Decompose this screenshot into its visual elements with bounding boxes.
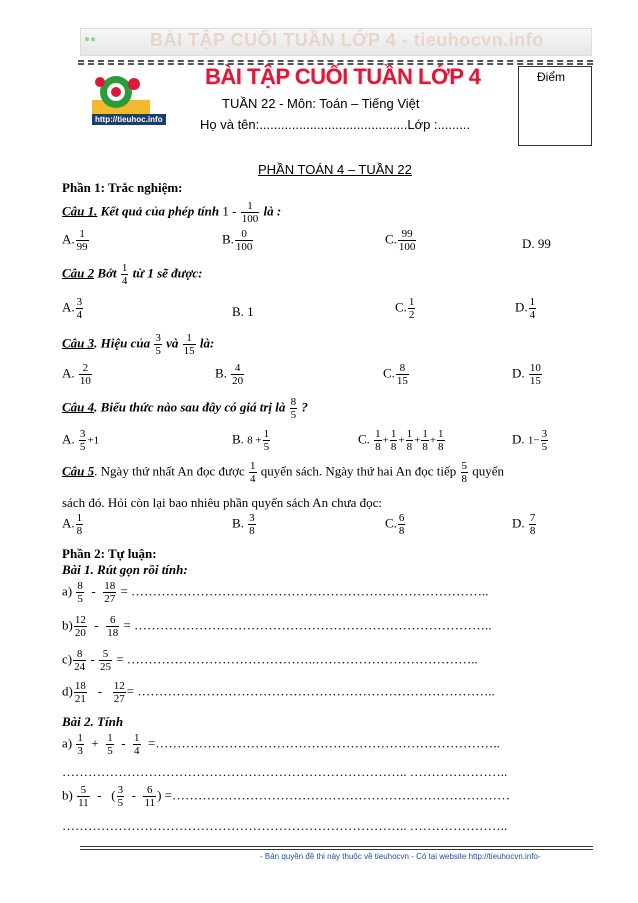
- footer-copyright: - Bản quyền đề thi này thuộc về tieuhocvn - Có tại website http://tieuhocvn.info-: [260, 852, 541, 861]
- q4-label: Câu 4: [62, 399, 95, 415]
- q3-label: Câu 3: [62, 335, 95, 351]
- q1-option-a: A. $\frac{1}{99}$: [62, 228, 88, 253]
- q5-mid: quyển sách. Ngày thứ hai An đọc tiếp: [260, 463, 457, 479]
- q1-text: Kết quả của phép tính: [100, 203, 220, 219]
- q5-pre: . Ngày thứ nhất An đọc được: [94, 463, 245, 479]
- logo-url: http://tieuhoc.info: [92, 114, 166, 125]
- footer-divider-2: [80, 849, 593, 850]
- q1-fraction: $\frac{1}{100}$: [241, 200, 259, 225]
- q1-prefix: 1 -: [222, 203, 237, 219]
- q5-option-b: B. $\frac{3}{8}$: [232, 512, 255, 537]
- q4-option-d: D. 1− $\frac{3}{5}$: [512, 428, 548, 453]
- bai2-row-b: b) $\frac{5}{11}$ - ( $\frac{3}{5}$ - $\frac{6}{11}$ ) =……………………………………………………………………: [62, 784, 510, 809]
- question-1: [62, 200, 281, 225]
- q5-option-a: A. $\frac{1}{8}$: [62, 512, 83, 537]
- question-3: [62, 332, 214, 357]
- q4-option-a: A. $\frac{3}{5}$ +1: [62, 428, 100, 453]
- section-title: PHẦN TOÁN 4 – TUẦN 22: [258, 162, 412, 177]
- q3-fraction-1: $\frac{3}{5}$: [155, 332, 161, 357]
- q4-fraction: $\frac{8}{5}$: [290, 396, 297, 421]
- q5-option-d: D. $\frac{7}{8}$: [512, 512, 536, 537]
- q5-post: quyển: [472, 463, 505, 479]
- q3-fraction-2: $\frac{1}{15}$: [183, 332, 195, 357]
- q5-option-c: C. $\frac{6}{8}$: [385, 512, 405, 537]
- q2-option-b: B. 1: [232, 304, 254, 319]
- q1-suffix: là :: [263, 203, 282, 219]
- q3-post: là:: [199, 335, 215, 351]
- bai1-row-b: b) $\frac{12}{20}$ - $\frac{6}{18}$ = ………………………………………………………………………..: [62, 614, 492, 639]
- q4-pre: . Biểu thức nào sau đây có giá trị là: [94, 399, 286, 415]
- q2-option-d: D. $\frac{1}{4}$: [515, 296, 536, 321]
- q4-option-c: C. $\frac{1}{8}$ + $\frac{1}{8}$ + $\frac{1}{8}$ + $\frac{1}{8}$ + $\frac{1}{8}$: [358, 428, 444, 453]
- question-4: [62, 396, 308, 421]
- student-name-line: Họ và tên:.........................................Lớp :.........: [200, 117, 471, 132]
- banner-dots: ●●: [84, 34, 97, 45]
- q3-mid: và: [166, 335, 179, 351]
- bai1-row-c: c) $\frac{8}{24}$ - $\frac{5}{25}$ = ……………………………………..………………………………..: [62, 648, 478, 673]
- question-5: [62, 460, 504, 485]
- page-title: BÀI TẬP CUỐI TUẦN LỚP 4: [205, 64, 481, 89]
- bai1-row-d: d) $\frac{18}{21}$ - $\frac{12}{27}$ = ………………………………………………………………………..: [62, 680, 495, 705]
- part2-title: Phần 2: Tự luận:: [62, 546, 157, 561]
- q5-fraction-2: $\frac{5}{8}$: [461, 460, 468, 485]
- q4-option-b: B. 8 + $\frac{1}{5}$: [232, 428, 270, 453]
- bai2-title: Bài 2. Tính: [62, 714, 124, 729]
- q2-option-a: A. $\frac{3}{4}$: [62, 296, 83, 321]
- q5-fraction-1: $\frac{1}{4}$: [250, 460, 256, 485]
- q1-option-b: B. $\frac{0}{100}$: [222, 228, 253, 253]
- bai2-row-a: a) $\frac{1}{3}$ + $\frac{1}{5}$ - $\frac{1}{4}$ =……………………………………………………………………..: [62, 732, 500, 757]
- bai2-b-continuation: …………………………………………………………………….. …………………..: [62, 818, 508, 833]
- q3-option-a: A. $\frac{2}{10}$: [62, 362, 91, 387]
- q2-post: từ 1 sẽ được:: [132, 265, 203, 281]
- q3-pre: . Hiệu của: [94, 335, 151, 351]
- q2-label: Câu 2: [62, 265, 95, 281]
- q2-fraction: $\frac{1}{4}$: [121, 262, 128, 287]
- score-label: Điểm: [537, 70, 566, 84]
- q5-label: Câu 5: [62, 463, 95, 479]
- q1-option-d: D. 99: [522, 236, 551, 251]
- q1-label: Câu 1.: [62, 203, 98, 219]
- page-subtitle: TUẦN 22 - Môn: Toán – Tiếng Việt: [222, 96, 420, 111]
- footer-divider: [80, 846, 593, 847]
- question-2: [62, 262, 203, 287]
- q3-option-d: D. $\frac{10}{15}$: [512, 362, 541, 387]
- q3-option-b: B. $\frac{4}{20}$: [215, 362, 244, 387]
- bai1-title: Bài 1. Rút gọn rồi tính:: [62, 562, 188, 577]
- bai1-row-a: a) $\frac{8}{5}$ - $\frac{18}{27}$ = ………………………………………………………………………..: [62, 580, 489, 605]
- q3-option-c: C. $\frac{8}{15}$: [383, 362, 408, 387]
- q4-post: ?: [301, 399, 308, 415]
- q1-option-c: C. $\frac{99}{100}$: [385, 228, 416, 253]
- header-divider: [78, 60, 593, 62]
- banner-text: BÀI TẬP CUỐI TUẦN LỚP 4 - tieuhocvn.info: [150, 30, 544, 50]
- q2-option-c: C. $\frac{1}{2}$: [395, 296, 415, 321]
- q5-line-2: sách đó. Hỏi còn lại bao nhiêu phần quyển sách An chưa đọc:: [62, 495, 383, 510]
- q2-pre: Bớt: [97, 265, 117, 281]
- part1-title: Phần 1: Trắc nghiệm:: [62, 180, 183, 195]
- bai2-a-continuation: …………………………………………………………………….. …………………..: [62, 764, 508, 779]
